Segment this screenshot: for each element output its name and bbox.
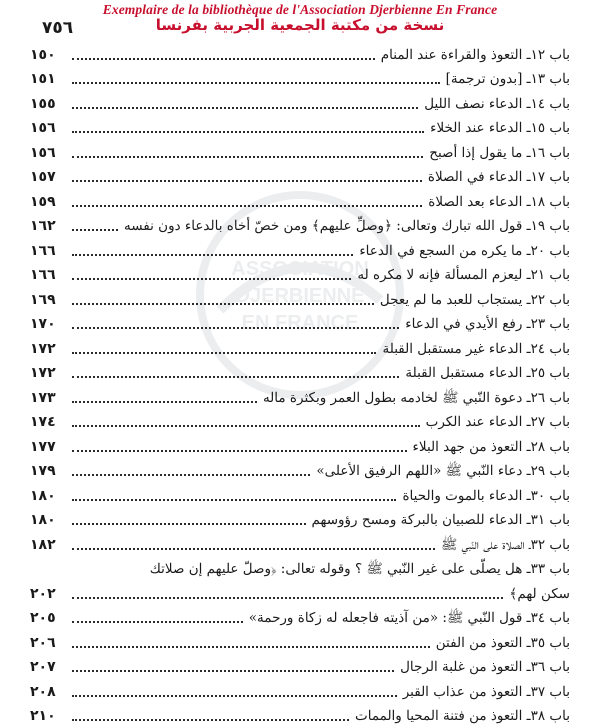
toc-entry[interactable] (30, 89, 570, 114)
toc-dot-leader (72, 523, 306, 525)
toc-entry[interactable] (30, 261, 570, 286)
toc-entry-title: باب ٣٠ـ الدعاء بالموت والحياة (402, 487, 570, 506)
toc-entry-page: ٢٠٢ (30, 585, 66, 604)
toc-entry-title: باب ٢٠ـ ما يكره من السجع في الدعاء (359, 242, 570, 261)
toc-entry[interactable] (30, 285, 570, 310)
toc-entry[interactable] (30, 653, 570, 678)
toc-entry[interactable] (30, 677, 570, 702)
toc-entry[interactable] (30, 65, 570, 90)
toc-entry-page: ٢٠٦ (30, 634, 66, 653)
toc-entry-title: باب ٢١ـ ليعزم المسألة فإنه لا مكره له (357, 266, 570, 285)
toc-entry-title: سكن لهم﴾ (509, 585, 570, 604)
toc-entry[interactable] (30, 579, 570, 604)
toc-dot-leader (72, 548, 435, 550)
watermark-line-3: EN FRANCE (242, 312, 359, 334)
toc-entry[interactable] (30, 310, 570, 335)
toc-entry-title: باب ٣٢ـ الصلاة على النّبي ﷺ (441, 536, 570, 555)
toc-entry-title: باب ٣٣ـ هل يصلّى على غير النّبي ﷺ ؟ وقوله تعالى: ﴿وصلّ عليهم إن صلاتك (66, 560, 570, 579)
toc-entry[interactable] (30, 40, 570, 65)
toc-entry-title: باب ١٦ـ ما يقول إذا أصبح (429, 144, 570, 163)
toc-entry-page: ١٥٦ (30, 144, 66, 163)
toc-entry-title: باب ٣٤ـ قول النّبي ﷺ: «من آذيته فاجعله له زكاة ورحمة» (249, 609, 570, 628)
toc-entry-page: ١٦٦ (30, 242, 66, 261)
toc-entry-page: ٢٠٨ (30, 683, 66, 702)
toc-entry-title: باب ٢٩ـ دعاء النّبي ﷺ «اللهم الرفيق الأعلى» (316, 462, 570, 481)
toc-entry[interactable] (30, 163, 570, 188)
toc-dot-leader (72, 450, 407, 452)
toc-dot-leader (72, 474, 310, 476)
toc-entry-title: باب ٣٨ـ التعوذ من فتنة المحيا والممات (355, 707, 570, 726)
toc-dot-leader (72, 180, 422, 182)
toc-entry[interactable] (30, 702, 570, 726)
toc-entry-page: ١٥١ (30, 70, 66, 89)
toc-entry[interactable] (30, 604, 570, 629)
toc-entry-title: باب ٣١ـ الدعاء للصبيان بالبركة ومسح رؤوسهم (312, 511, 571, 530)
page-number: ٧٥٦ (42, 18, 73, 38)
toc-entry-page: ٢٠٧ (30, 658, 66, 677)
toc-entry-title: باب ٢٨ـ التعوذ من جهد البلاء (413, 438, 570, 457)
toc-dot-leader (72, 646, 430, 648)
toc-entry-page: ١٧٤ (30, 413, 66, 432)
toc-entry-title: باب ١٩ـ قول الله تبارك وتعالى: ﴿وصلِّ عليهم﴾ ومن خصّ أخاه بالدعاء دون نفسه (124, 217, 570, 236)
toc-dot-leader (72, 229, 118, 231)
toc-entry-page: ١٥٦ (30, 119, 66, 138)
toc-dot-leader (72, 695, 397, 697)
toc-entry[interactable] (30, 383, 570, 408)
toc-entry[interactable] (30, 555, 570, 580)
toc-entry-page: ٢١٠ (30, 707, 66, 726)
toc-dot-leader (72, 376, 399, 378)
toc-entry-page: ١٧٣ (30, 389, 66, 408)
toc-entry-title: باب ١٤ـ الدعاء نصف الليل (424, 95, 570, 114)
toc-dot-leader (72, 670, 394, 672)
toc-entry-page: ١٦٦ (30, 266, 66, 285)
toc-entry-title: باب ١٧ـ الدعاء في الصلاة (428, 168, 570, 187)
toc-entry[interactable] (30, 334, 570, 359)
table-of-contents (30, 40, 570, 726)
toc-entry-page: ١٥٩ (30, 193, 66, 212)
toc-dot-leader (72, 254, 353, 256)
toc-entry[interactable] (30, 138, 570, 163)
toc-entry-title: باب ٣٦ـ التعوذ من غلبة الرجال (400, 658, 570, 677)
toc-dot-leader (72, 621, 243, 623)
header-arabic-title: نسخة من مكتبة الجمعية الجربية بفرنسا (0, 16, 600, 34)
toc-entry[interactable] (30, 359, 570, 384)
toc-dot-leader (72, 352, 376, 354)
toc-dot-leader (72, 156, 423, 158)
toc-entry-page: ١٧٠ (30, 315, 66, 334)
toc-dot-leader (72, 107, 418, 109)
toc-entry-title: باب ١٨ـ الدعاء بعد الصلاة (428, 193, 570, 212)
toc-entry[interactable] (30, 408, 570, 433)
toc-entry[interactable] (30, 187, 570, 212)
toc-dot-leader (72, 719, 349, 721)
toc-entry-page: ١٥٠ (30, 46, 66, 65)
toc-entry-title: باب ٢٤ـ الدعاء غير مستقبل القبلة (382, 340, 570, 359)
toc-entry[interactable] (30, 212, 570, 237)
toc-entry-title: باب ٢٧ـ الدعاء عند الكرب (426, 413, 570, 432)
toc-entry[interactable] (30, 432, 570, 457)
toc-dot-leader (72, 327, 399, 329)
toc-entry[interactable] (30, 457, 570, 482)
toc-entry-title: باب ١٢ـ التعوذ والقراءة عند المنام (381, 46, 570, 65)
toc-entry-title: باب ٣٧ـ التعوذ من عذاب القبر (403, 683, 570, 702)
toc-entry-title: باب ١٣ـ [بدون ترجمة] (446, 70, 570, 89)
toc-entry[interactable] (30, 530, 570, 555)
watermark-line-1: ASSOCIATION (231, 258, 368, 280)
toc-dot-leader (72, 58, 375, 60)
toc-entry[interactable] (30, 236, 570, 261)
toc-entry-page: ١٨٠ (30, 487, 66, 506)
toc-entry-title: باب ٢٣ـ رفع الأيدي في الدعاء (405, 315, 570, 334)
toc-dot-leader (72, 401, 257, 403)
toc-entry[interactable] (30, 481, 570, 506)
toc-entry-page: ١٦٢ (30, 217, 66, 236)
toc-entry-title: باب ٢٦ـ دعوة النّبي ﷺ لخادمه بطول العمر وبكثرة ماله (263, 389, 570, 408)
watermark-line-2: DJERBIENNE (236, 285, 365, 307)
toc-entry[interactable] (30, 114, 570, 139)
toc-dot-leader (72, 597, 503, 599)
toc-entry[interactable] (30, 628, 570, 653)
header-french-title: Exemplaire de la bibliothèque de l'Association Djerbienne En France (0, 2, 600, 18)
toc-entry-title: باب ١٥ـ الدعاء عند الخلاء (430, 119, 570, 138)
toc-entry-page: ١٧٢ (30, 340, 66, 359)
toc-entry-page: ١٧٧ (30, 438, 66, 457)
toc-entry-title: باب ٢٥ـ الدعاء مستقبل القبلة (405, 364, 570, 383)
toc-dot-leader (72, 82, 440, 84)
toc-entry-page: ١٥٧ (30, 168, 66, 187)
toc-dot-leader (72, 131, 424, 133)
toc-entry-page: ٢٠٥ (30, 609, 66, 628)
toc-entry-page: ١٧٢ (30, 364, 66, 383)
toc-dot-leader (72, 205, 422, 207)
toc-entry-page: ١٥٥ (30, 95, 66, 114)
toc-entry[interactable] (30, 506, 570, 531)
toc-dot-leader (72, 425, 420, 427)
toc-dot-leader (72, 278, 351, 280)
toc-dot-leader (72, 303, 374, 305)
toc-entry-page: ١٨٠ (30, 511, 66, 530)
toc-entry-title: باب ٣٥ـ التعوذ من الفتن (436, 634, 570, 653)
toc-entry-page: ١٨٢ (30, 536, 66, 555)
toc-entry-page (30, 578, 66, 579)
toc-dot-leader (72, 499, 396, 501)
toc-entry-page: ١٦٩ (30, 291, 66, 310)
toc-entry-page: ١٧٩ (30, 462, 66, 481)
toc-entry-title: باب ٢٢ـ يستجاب للعبد ما لم يعجل (380, 291, 570, 310)
